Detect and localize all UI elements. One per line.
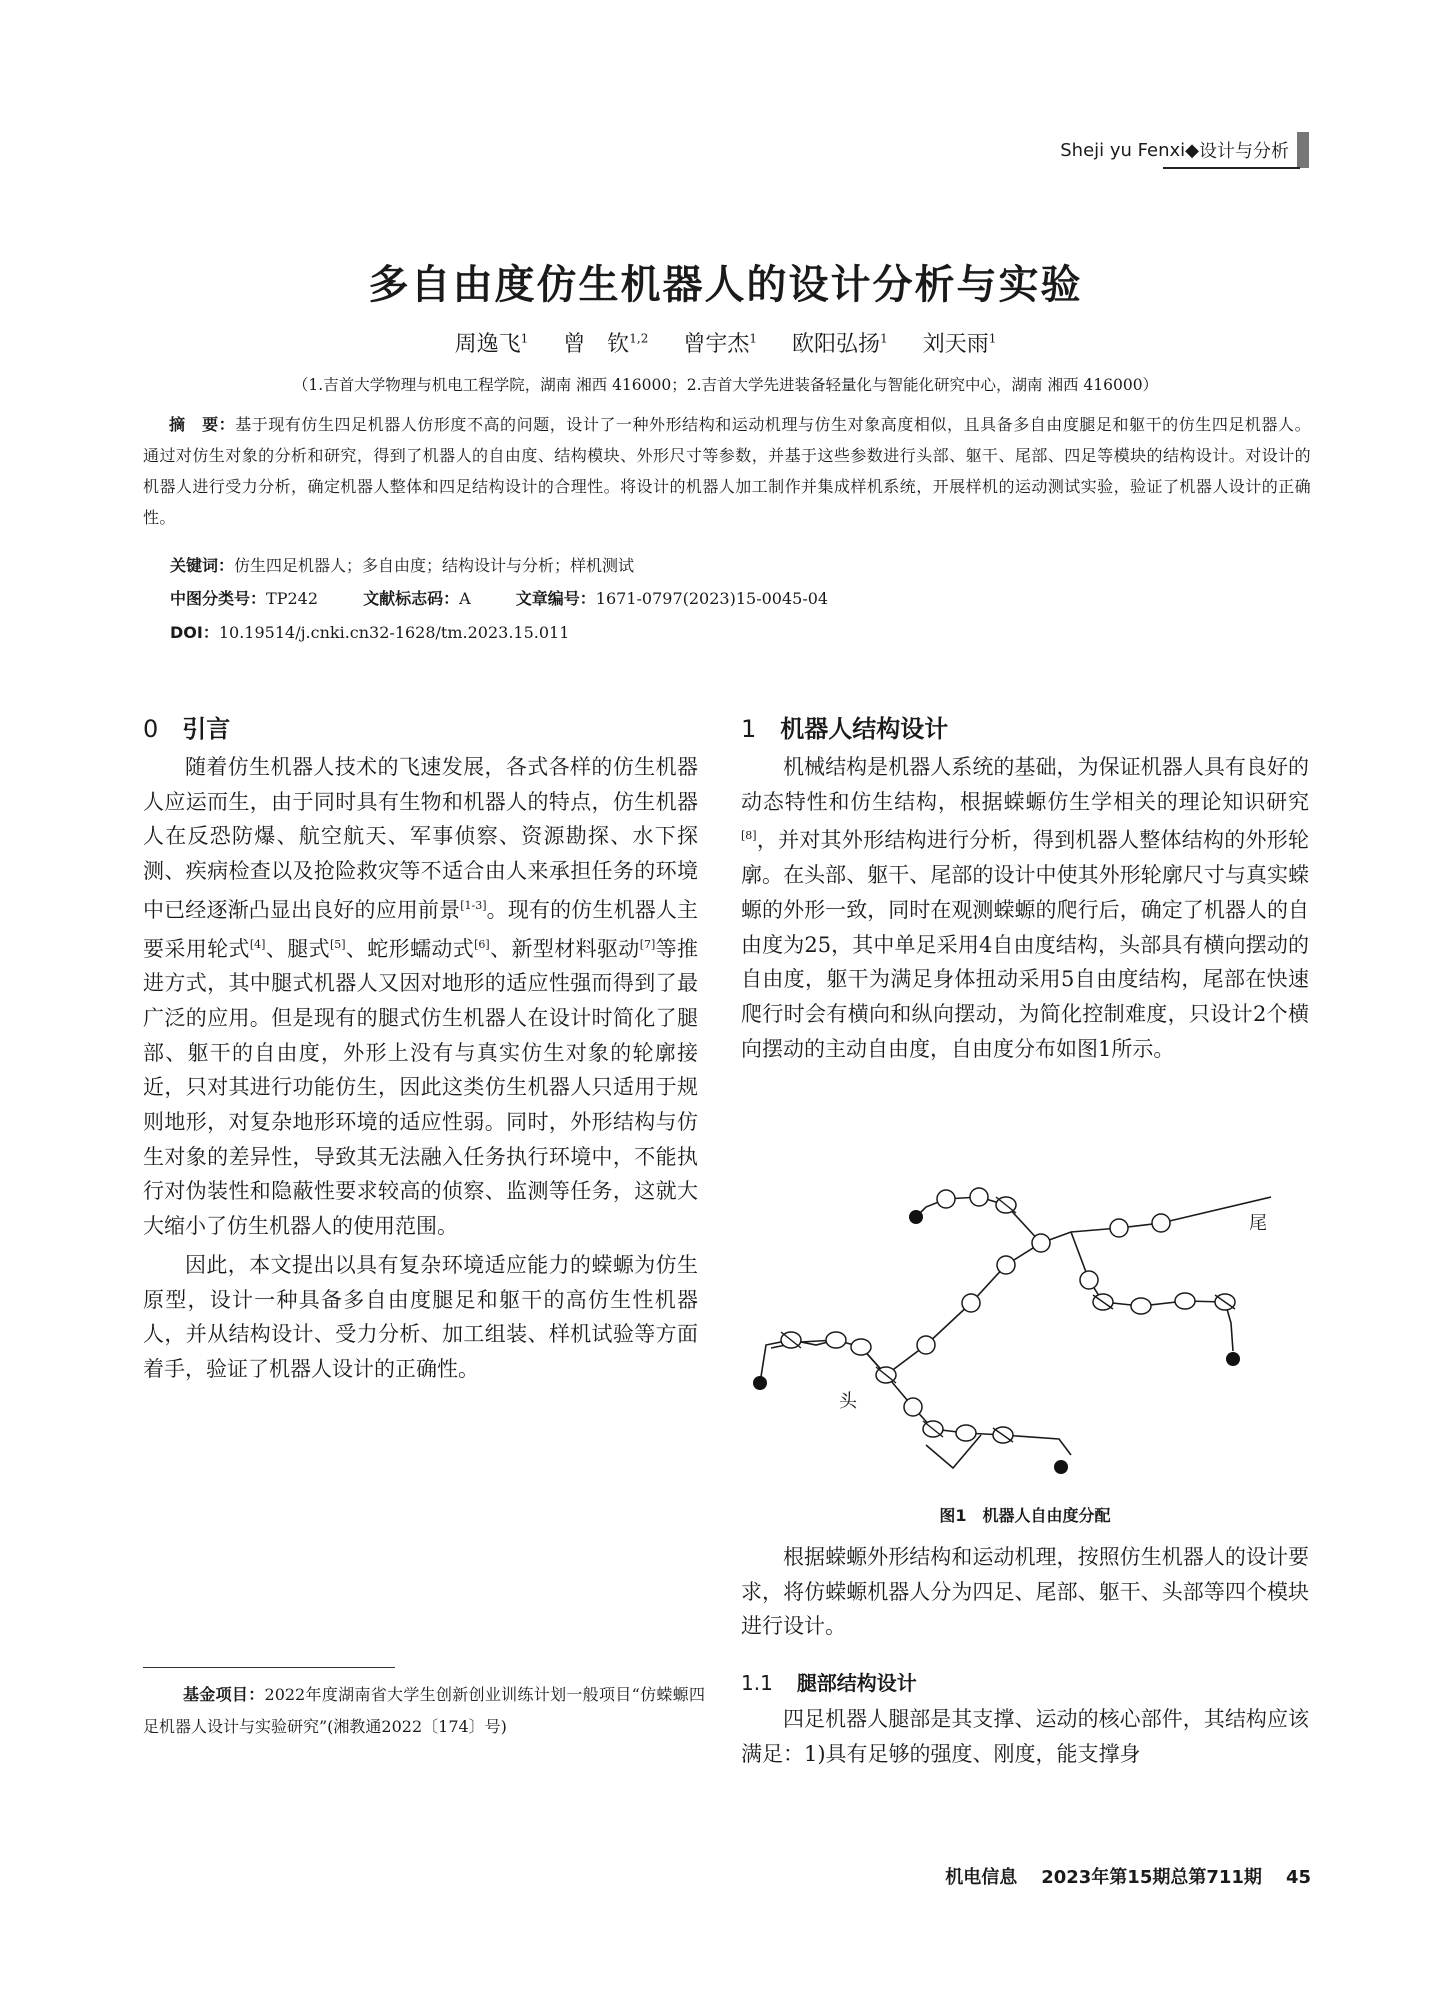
author: 曾 钦$^{1,2}$: [563, 331, 649, 357]
doi-line: [170, 620, 569, 643]
author: 曾宇杰$^1$: [683, 331, 758, 357]
joint-marker: [826, 1332, 846, 1348]
author: 周逸飞$^1$: [454, 331, 529, 357]
author: 欧阳弘扬$^1$: [792, 331, 888, 357]
article-number-value: 1671-0797(2023)15-0045-04: [595, 589, 829, 608]
figure-caption: 图1 机器人自由度分配: [939, 1506, 1111, 1525]
subsection-heading-leg: [741, 1667, 917, 1696]
page-number: 45: [1285, 1867, 1311, 1888]
abstract-label: 摘 要：: [169, 415, 236, 434]
section-heading-structure: [741, 709, 948, 744]
joint-marker: [904, 1398, 922, 1416]
leg-front-right-lower: [926, 1435, 981, 1468]
section-title: 机器人结构设计: [780, 715, 949, 743]
joint-marker: [917, 1336, 935, 1354]
doi-label: DOI：: [170, 623, 219, 642]
joint-marker: [1175, 1293, 1195, 1309]
footnote-rule: [143, 1667, 395, 1668]
citation: [1-3]: [460, 898, 487, 912]
foot-point: [753, 1376, 767, 1390]
structure-paragraph-2: 根据蝾螈外形结构和运动机理，按照仿生机器人的设计要求，将仿蝾螈机器人分为四足、尾部、躯干、头部等四个模块进行设计。: [741, 1545, 1309, 1639]
citation: [8]: [741, 829, 757, 843]
intro-paragraph-1: 随着仿生机器人技术的飞速发展，各式各样的仿生机器人应运而生，由于同时具有生物和机器人的特点，仿生机器人在反恐防爆、航空航天、军事侦察、资源勘探、水下探测、疾病检查以及抢险救灾等不适合由人来承担任务的环境中已经逐渐凸显出良好的应用前景[1-3]。现有的仿生机器人主要采用轮式[4]、腿式[5]、蛇形蠕动式[6]、新型材料驱动[7]等推进方式，其中腿式机器人又因对地形的适应性强而得到了最广泛的应用。但是现有的腿式仿生机器人在设计时简化了腿部、躯干的自由度，外形上没有与真实仿生对象的轮廓接近，只对其进行功能仿生，因此这类仿生机器人只适用于规则地形，对复杂地形环境的适应性弱。同时，外形结构与仿生对象的差异性，导致其无法融入任务执行环境中，不能执行对伪装性和隐蔽性要求较高的侦察、监测等任务，这就大大缩小了仿生机器人的使用范围。: [143, 755, 699, 1239]
intro-body: [143, 750, 698, 1387]
citation: [6]: [474, 937, 490, 951]
clc-value: TP242: [266, 589, 318, 608]
subsection-title: 腿部结构设计: [796, 1671, 917, 1695]
keywords: [170, 553, 634, 576]
leg-design-body: [741, 1702, 1309, 1771]
citation: [5]: [329, 937, 346, 951]
footnote-label: 基金项目：: [183, 1685, 265, 1704]
subsection-number: 1.1: [741, 1671, 773, 1695]
joint-marker: [937, 1190, 955, 1208]
running-header: [1060, 132, 1309, 168]
clc-label: 中图分类号：: [170, 589, 267, 608]
author: 刘天雨$^1$: [922, 331, 997, 357]
figure-label-head: 头: [839, 1391, 857, 1412]
joint-marker: [956, 1425, 976, 1441]
joint-marker: [851, 1339, 871, 1355]
joint-marker: [997, 1256, 1015, 1274]
structure-paragraph-1: 机械结构是机器人系统的基础，为保证机器人具有良好的动态特性和仿生结构，根据蝾螈仿生学相关的理论知识研究[8]，并对其外形结构进行分析，得到机器人整体结构的外形轮廓。在头部、躯干、尾部的设计中使其外形轮廓尺寸与真实蝾螈的外形一致，同时在观测蝾螈的爬行后，确定了机器人的自由度为25，其中单足采用4自由度结构，头部具有横向摆动的自由度，躯干为满足身体扭动采用5自由度结构，尾部在快速爬行时会有横向和纵向摆动，为简化控制难度，只设计2个横向摆动的主动自由度，自由度分布如图1所示。: [741, 755, 1309, 1061]
abstract: [143, 409, 1311, 533]
author-list: [0, 327, 1451, 358]
foot-point: [1054, 1460, 1068, 1474]
section-title: 引言: [182, 715, 231, 743]
keywords-text: 仿生四足机器人；多自由度；结构设计与分析；样机测试: [234, 556, 635, 575]
joint-marker: [1131, 1298, 1151, 1314]
joint-marker: [1110, 1219, 1128, 1237]
citation: [7]: [639, 937, 656, 951]
intro-paragraph-2: 因此，本文提出以具有复杂环境适应能力的蝾螈为仿生原型，设计一种具备多自由度腿足和躯干的高仿生性机器人，并从结构设计、受力分析、加工组装、样机试验等方面着手，验证了机器人设计的正确性。: [143, 1252, 698, 1381]
journal-pinyin: Sheji yu Fenxi: [1060, 139, 1186, 161]
joint-marker: [970, 1188, 988, 1206]
funding-footnote: [143, 1679, 705, 1743]
keywords-label: 关键词：: [170, 556, 235, 575]
doc-code-label: 文献标志码：: [363, 589, 460, 608]
header-separator: ◆: [1185, 139, 1199, 161]
header-section: 设计与分析: [1199, 141, 1289, 162]
dof-figure: [741, 1185, 1309, 1490]
paper-title: 多自由度仿生机器人的设计分析与实验: [368, 262, 1083, 308]
joint-marker: [1032, 1234, 1050, 1252]
foot-point: [909, 1210, 923, 1224]
leg-paragraph-1: 四足机器人腿部是其支撑、运动的核心部件，其结构应该满足：1)具有足够的强度、刚度，能支撑身: [741, 1707, 1309, 1766]
affiliations: （1.吉首大学物理与机电工程学院，湖南 湘西 416000；2.吉首大学先进装备轻量化与智能化研究中心，湖南 湘西 416000）: [292, 376, 1159, 394]
figure-label-tail: 尾: [1249, 1213, 1267, 1234]
footnote-text: 2022年度湖南省大学生创新创业训练计划一般项目“仿蝾螈四足机器人设计与实验研究”(湘教通2022〔174〕号): [143, 1685, 705, 1736]
header-bar: [1297, 132, 1309, 168]
citation: [4]: [249, 937, 266, 951]
spine-line: [771, 1197, 1271, 1375]
footer-journal: 机电信息: [945, 1867, 1018, 1888]
joint-marker: [1080, 1271, 1098, 1289]
section-number: 0: [143, 715, 159, 743]
joint-marker: [962, 1294, 980, 1312]
footer-issue: 2023年第15期总第711期: [1041, 1867, 1262, 1888]
page-footer: [945, 1863, 1311, 1889]
classification-line: [170, 586, 868, 609]
joint-marker: [1152, 1214, 1170, 1232]
doc-code-value: A: [459, 589, 471, 608]
header-rule: [1163, 167, 1300, 169]
section-number: 1: [741, 715, 757, 743]
structure-body: [741, 750, 1309, 1066]
section-heading-intro: [143, 709, 230, 744]
foot-point: [1226, 1352, 1240, 1366]
article-number-label: 文章编号：: [515, 589, 596, 608]
abstract-text: 基于现有仿生四足机器人仿形度不高的问题，设计了一种外形结构和运动机理与仿生对象高度相似，且具备多自由度腿足和躯干的仿生四足机器人。通过对仿生对象的分析和研究，得到了机器人的自由度、结构模块、外形尺寸等参数，并基于这些参数进行头部、躯干、尾部、四足等模块的结构设计。对设计的机器人进行受力分析，确定机器人整体和四足结构设计的合理性。将设计的机器人加工制作并集成样机系统，开展样机的运动测试实验，验证了机器人设计的正确性。: [143, 415, 1311, 527]
structure-body-continued: [741, 1540, 1309, 1644]
doi-value: 10.19514/j.cnki.cn32-1628/tm.2023.15.011: [218, 623, 570, 642]
leg-rear-right: [1071, 1232, 1233, 1351]
